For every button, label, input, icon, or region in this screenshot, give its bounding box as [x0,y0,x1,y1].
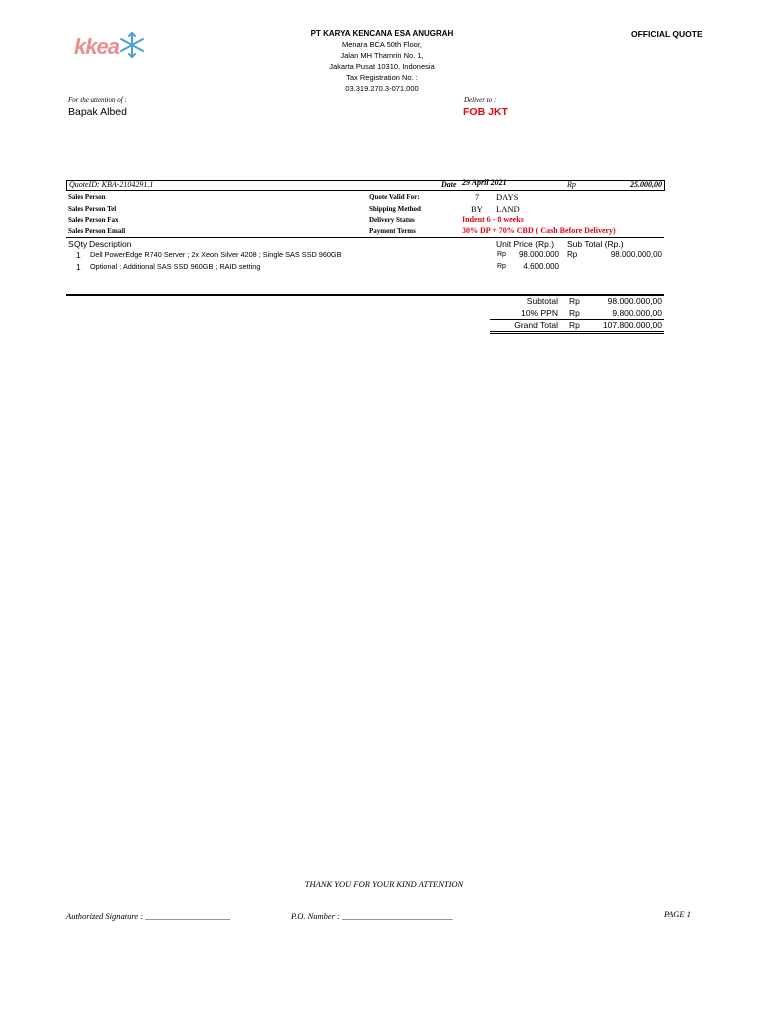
deliver-value: FOB JKT [463,106,508,118]
item-unit-currency: Rp [497,263,506,270]
ppn-currency: Rp [569,308,580,318]
item-unit-price: 4.600.000 [523,262,559,271]
items-header-qty: Qty [74,239,88,249]
quote-header-left-rule [66,180,67,191]
quote-valid-number: 7 [475,192,480,202]
item-qty: 1 [76,262,81,272]
company-address-line: Jakarta Pusat 10310, Indonesia [329,62,435,71]
item-unit-price: 98.000.000 [518,250,559,259]
shipping-method-by: BY [471,204,483,214]
items-header-sub-total: Sub Total (Rp.) [567,239,624,249]
item-sub-currency: Rp [567,250,578,259]
quote-header-bottom-rule [66,190,664,191]
quote-valid-unit: DAYS [496,192,519,202]
grand-total-label: Grand Total [514,320,558,330]
company-name: PT KARYA KENCANA ESA ANUGRAH [310,29,454,38]
thank-you-text: THANK YOU FOR YOUR KIND ATTENTION [304,879,464,889]
item-description: Optional : Additional SAS SSD 960GB ; RAID setting [90,262,261,271]
company-address-line: Tax Registration No. : [346,73,418,82]
sales-person-fax-label: Sales Person Fax [68,216,119,224]
delivery-status-value: Indent 6 - 8 weeks [462,215,524,224]
items-header-unit-price: Unit Price (Rp.) [496,239,555,249]
sales-person-label: Sales Person [68,193,106,201]
company-logo [70,30,150,66]
item-qty: 1 [76,250,81,260]
deliver-label: Deliver to : [464,96,497,104]
payment-terms-label: Payment Terms [369,227,416,235]
quote-id: QuoteID: KBA-2104291.1 [69,180,154,189]
attention-label: For the attention of : [68,96,127,104]
authorized-signature: Authorized Signature : ____________________ [66,911,231,921]
shipping-method-value: LAND [496,204,520,214]
grand-total-currency: Rp [569,320,580,330]
snowflake-icon [118,30,146,60]
sales-person-email-label: Sales Person Email [68,227,126,235]
sales-rows-rule [66,237,664,238]
company-block [282,28,482,94]
attention-value: Bapak Albed [68,106,127,118]
header-amount: 25.000,00 [630,180,662,189]
sales-person-tel-label: Sales Person Tel [68,205,117,213]
subtotal-currency: Rp [569,296,580,306]
logo-text: kkea [74,34,119,59]
company-address-line: 03.319.270.3-071.000 [345,84,419,93]
item-sub-total: 98.000.000,00 [610,250,662,259]
subtotal-label: Subtotal [526,296,558,306]
quote-valid-label: Quote Valid For: [369,193,420,201]
page-number: PAGE 1 [664,909,691,919]
po-number: P.O. Number : __________________________ [291,911,453,921]
doc-type: OFFICIAL QUOTE [631,29,703,39]
item-unit-currency: Rp [497,251,506,258]
subtotal-value: 98.000.000,00 [607,296,662,306]
shipping-method-label: Shipping Method [369,205,421,213]
item-description: Dell PowerEdge R740 Server ; 2x Xeon Silver 4208 ; Single SAS SSD 960GB [90,250,342,259]
company-address-line: Menara BCA 50th Floor, [341,40,423,49]
ppn-value: 9.800.000,00 [612,308,662,318]
grand-total-value: 107.800.000,00 [602,320,662,330]
date-label: Date [441,180,457,189]
grand-total-rule-2 [490,333,664,334]
date-value: 29 April 2021 [462,178,507,187]
items-header-s: S [68,239,74,249]
delivery-status-label: Delivery Status [369,216,415,224]
payment-terms-value: 30% DP + 70% CBD ( Cash Before Delivery) [462,226,616,235]
grand-total-rule-1 [490,331,664,332]
ppn-label: 10% PPN [521,308,558,318]
quote-header-right-rule [664,180,665,191]
header-currency: Rp [567,180,576,189]
items-header-description: Description [89,239,132,249]
company-address-line: Jalan MH Thamrin No. 1, [340,51,424,60]
